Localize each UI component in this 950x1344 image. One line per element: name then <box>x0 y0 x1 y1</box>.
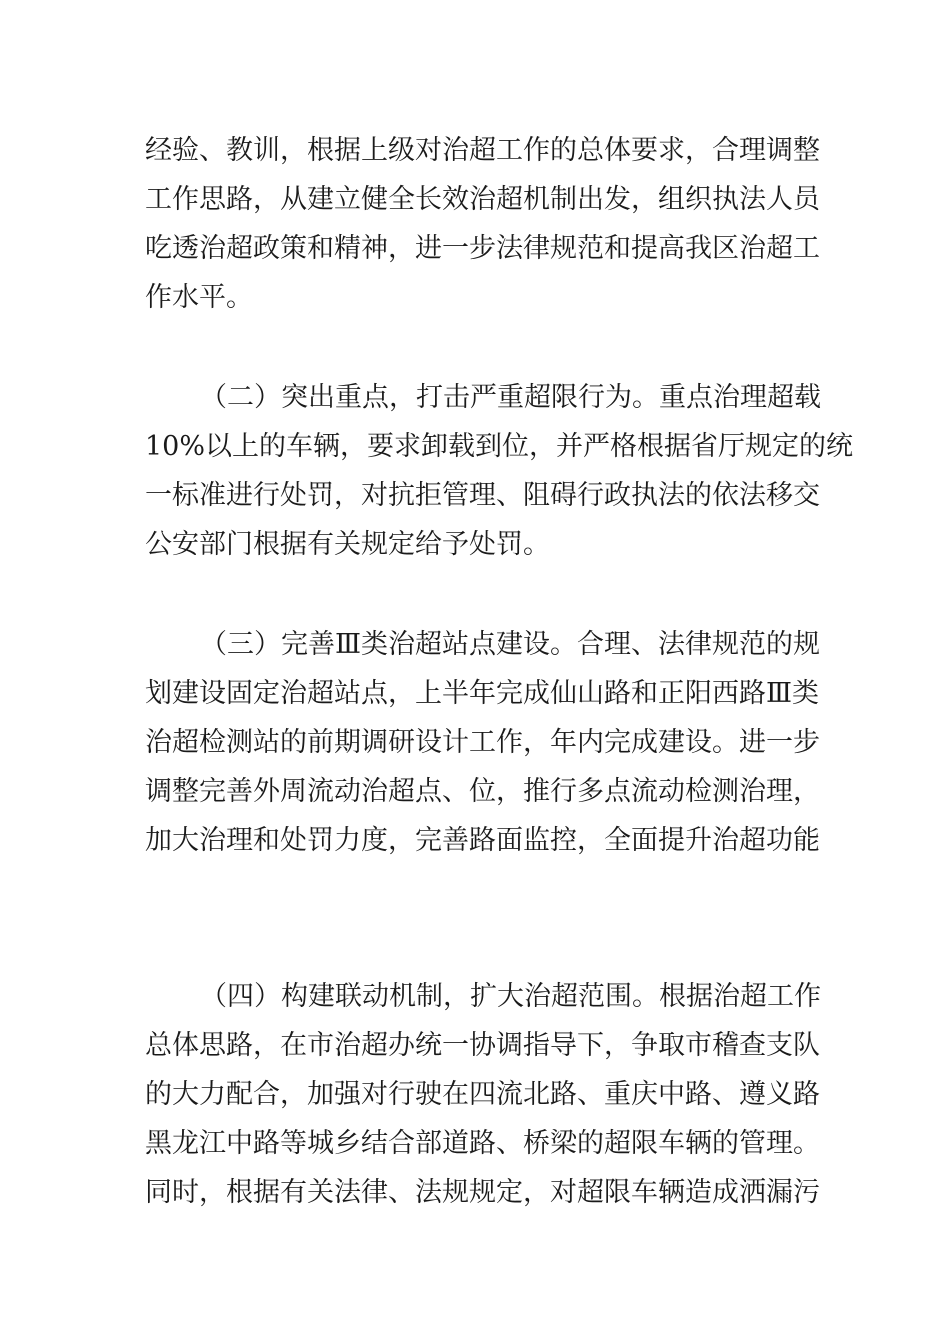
paragraph-line: 黑龙江中路等城乡结合部道路、桥梁的超限车辆的管理。 <box>145 1128 820 1159</box>
paragraph-line: 的大力配合，加强对行驶在四流北路、重庆中路、遵义路 <box>145 1079 820 1110</box>
paragraph-line: 公安部门根据有关规定给予处罚。 <box>145 529 550 560</box>
paragraph-line: 10%以上的车辆，要求卸载到位，并严格根据省厅规定的统 <box>145 431 854 462</box>
paragraph-line: 同时，根据有关法律、法规规定，对超限车辆造成洒漏污 <box>145 1177 820 1208</box>
paragraph-line: 作水平。 <box>145 282 253 313</box>
paragraph-line: 加大治理和处罚力度，完善路面监控，全面提升治超功能 <box>145 825 820 856</box>
paragraph-line: 总体思路，在市治超办统一协调指导下，争取市稽查支队 <box>145 1030 820 1061</box>
paragraph-line: （三）完善Ⅲ类治超站点建设。合理、法律规范的规 <box>200 629 821 660</box>
paragraph-line: 划建设固定治超站点，上半年完成仙山路和正阳西路Ⅲ类 <box>145 678 820 709</box>
paragraph-line: 调整完善外周流动治超点、位，推行多点流动检测治理， <box>145 776 820 807</box>
paragraph-line: （二）突出重点，打击严重超限行为。重点治理超载 <box>200 382 821 413</box>
paragraph-line: 经验、教训，根据上级对治超工作的总体要求，合理调整 <box>145 135 820 166</box>
paragraph-line: 一标准进行处罚，对抗拒管理、阻碍行政执法的依法移交 <box>145 480 820 511</box>
paragraph-line: 吃透治超政策和精神，进一步法律规范和提高我区治超工 <box>145 233 820 264</box>
paragraph-line: （四）构建联动机制，扩大治超范围。根据治超工作 <box>200 981 821 1012</box>
paragraph-line: 工作思路，从建立健全长效治超机制出发，组织执法人员 <box>145 184 820 215</box>
paragraph-line: 治超检测站的前期调研设计工作，年内完成建设。进一步 <box>145 727 820 758</box>
